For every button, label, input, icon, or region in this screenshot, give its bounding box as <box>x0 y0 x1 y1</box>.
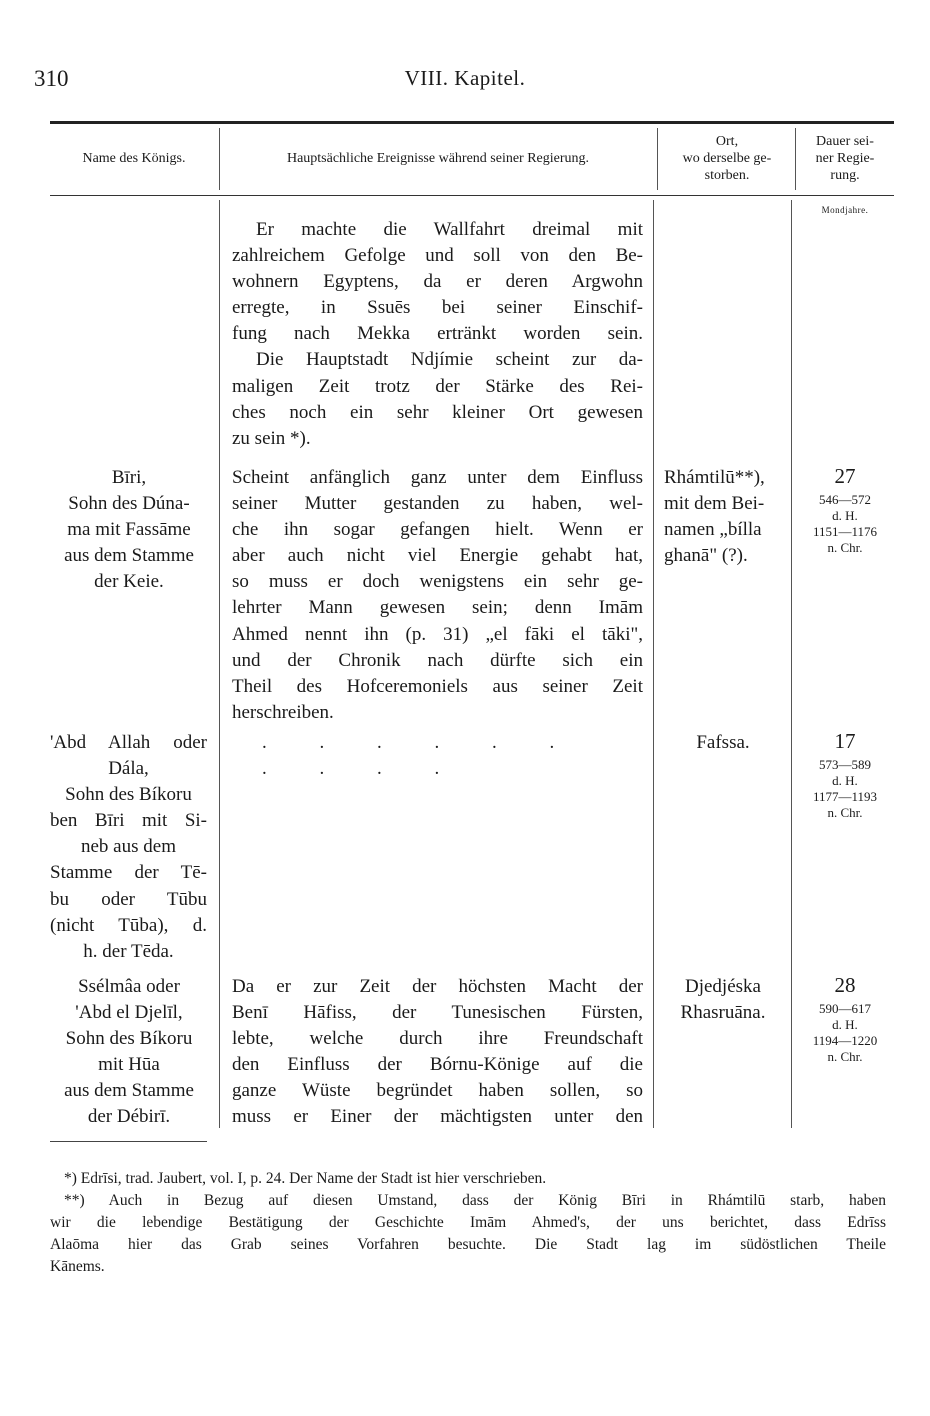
column-divider <box>219 200 220 1128</box>
header-place: Ort, wo derselbe ge- storben. <box>682 134 772 183</box>
column-divider <box>795 128 796 190</box>
header-name: Name des Königs. <box>82 151 186 166</box>
years-biri: 27 <box>834 464 856 488</box>
footnote-rule <box>50 1141 207 1142</box>
place-sselmaa: Djedjéska Rhasruāna. <box>680 976 766 1024</box>
continuation-text: Er machte die Wallfahrt dreimal mit zahlreichem Gefolge und soll von den Be- wohnern Egyptens, da er deren Argwohn erregte, in Ssuēs bei seiner Einschif- fung nach Mekka ertränkt worden sein. Die Hauptstadt Ndjímie scheint zur da- maligen Zeit trotz der Stärke des Rei- ches noch ein sehr kleiner Ort gewesen zu sein *). <box>232 219 643 449</box>
chapter-title: VIII. Kapitel. <box>404 66 526 90</box>
footnotes <box>50 1168 886 1278</box>
dates-abd-allah: 573—589 d. H. 1177—1193 n. Chr. <box>812 757 878 820</box>
column-divider <box>219 128 220 190</box>
table-header-rule <box>50 195 894 196</box>
king-name-abd-allah: 'Abd Allah oder Dála, Sohn des Bíkoru ben Bīri mit Si- neb aus dem Stamme der Tē- bu oder Tūbu (nicht Tūba), d. h. der Tēda. <box>50 732 207 962</box>
footnote-2-line: Alaōma hier das Grab seines Vorfahren besuchte. Die Stadt lag im südöstlichen Theile <box>50 1236 886 1253</box>
unit-note: Mondjahre. <box>821 205 869 215</box>
king-name-biri: Bīri, Sohn des Dúna- ma mit Fassāme aus dem Stamme der Keie. <box>64 467 194 593</box>
column-divider <box>791 200 792 1128</box>
header-events: Hauptsächliche Ereignisse während seiner Regierung. <box>286 151 590 166</box>
footnote-2-line: wir die lebendige Bestätigung der Geschichte Imām Ahmed's, der uns berichtet, dass Edrīss <box>50 1214 886 1231</box>
years-abd-allah: 17 <box>834 729 856 753</box>
years-sselmaa: 28 <box>834 973 856 997</box>
place-abd-allah: Fafssa. <box>696 732 750 753</box>
events-sselmaa: Da er zur Zeit der höchsten Macht der Benī Hāfiss, der Tunesischen Fürsten, lebte, welche durch ihre Freundschaft den Einfluss der Bórnu-Könige auf die ganze Wüste begründet haben sollen, so muss er Einer der mächtigsten unter den <box>232 976 643 1128</box>
header-duration: Dauer sei- ner Regie- rung. <box>815 134 875 183</box>
events-biri: Scheint anfänglich ganz unter dem Einfluss seiner Mutter gestanden zu haben, wel- che ihn sogar gefangen hielt. Wenn er aber auch nicht viel Energie gehabt hat, so muss er doch wenigstens ein sehr ge- lehrter Mann gewesen sein; denn Imām Ahmed nennt ihn (p. 31) „el fāki el tāki", und der Chronik nach dürfte sich ein Theil des Hofceremoniels aus seiner Zeit herschreiben. <box>232 467 643 723</box>
page-number: 310 <box>34 66 69 91</box>
column-divider <box>657 128 658 190</box>
dates-sselmaa: 590—617 d. H. 1194—1220 n. Chr. <box>812 1001 878 1064</box>
table-top-rule <box>50 121 894 124</box>
footnote-2-line: Kānems. <box>50 1258 105 1275</box>
dates-biri: 546—572 d. H. 1151—1176 n. Chr. <box>812 492 878 555</box>
footnote-2-line: **) Auch in Bezug auf diesen Umstand, dass der König Bīri in Rhámtilū starb, haben <box>64 1192 886 1209</box>
place-biri: Rhámtilū**), mit dem Bei- namen „bílla ghanā" (?). <box>664 467 765 567</box>
king-name-sselmaa: Ssélmâa oder 'Abd el Djelīl, Sohn des Bíkoru mit Hūa aus dem Stamme der Débirī. <box>64 976 194 1128</box>
events-abd-allah: . . . . . . . . . . <box>262 732 579 780</box>
footnote-1: *) Edrīsi, trad. Jaubert, vol. I, p. 24. Der Name der Stadt ist hier verschrieben. <box>64 1170 547 1187</box>
column-divider <box>653 200 654 1128</box>
